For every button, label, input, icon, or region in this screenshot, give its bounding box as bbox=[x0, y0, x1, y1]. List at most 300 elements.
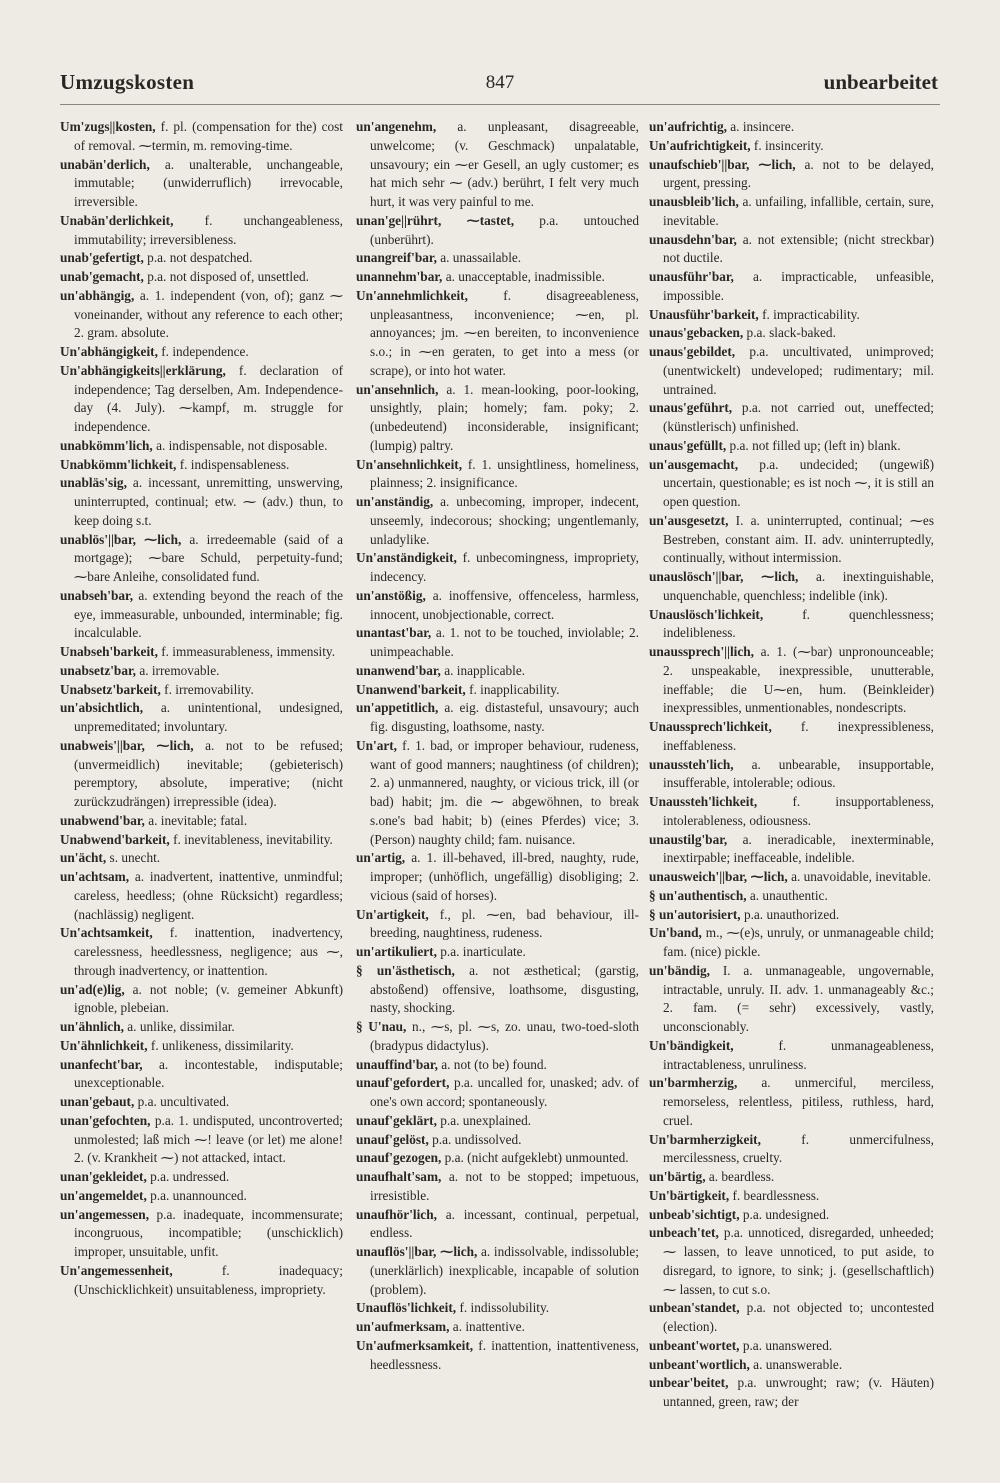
entry-definition: a. 1. ill-behaved, ill-bred, naughty, rude, improper; (unhöflich, ungefällig) disobliging; 2. vicious (said of horses). bbox=[370, 850, 639, 903]
entry-headword: unaus'geführt, bbox=[649, 400, 733, 416]
entry-headword: unangreif'bar, bbox=[356, 250, 437, 266]
entry-definition: a. 1. mean-looking, poor-looking, unsightly, plain; homely; fam. poky; 2. (unbedeutend) inconsiderable, insignificant; (lumpig) paltry. bbox=[370, 381, 639, 453]
entry-definition: f. independence. bbox=[161, 344, 249, 359]
entry-headword: unbean'standet, bbox=[649, 1300, 740, 1316]
dictionary-entry bbox=[649, 118, 934, 137]
entry-headword: Un'anständigkeit, bbox=[356, 550, 457, 566]
entry-definition: a. 1. independent (von, of); ganz ⁓ voneinander, without any reference to each other; 2. gram. absolute. bbox=[74, 287, 343, 341]
entry-definition: a. impracticable, unfeasible, impossible. bbox=[663, 269, 934, 303]
entry-headword: unabän'derlich, bbox=[60, 156, 150, 172]
entry-definition: f. inevitableness, inevitability. bbox=[173, 831, 333, 847]
entry-headword: un'artikuliert, bbox=[356, 944, 437, 959]
entry-definition: p.a. inarticulate. bbox=[440, 944, 526, 959]
entry-headword: unablös'||bar, ⁓lich, bbox=[60, 531, 182, 547]
entry-definition: a. irredeemable (said of a mortgage); ⁓bare Schuld, perpetuity-fund; ⁓bare Anleihe, consolidated fund. bbox=[74, 531, 343, 584]
entry-definition: a. inapplicable. bbox=[444, 662, 526, 678]
entry-definition: f. insupportableness, intolerableness, odiousness. bbox=[663, 794, 935, 828]
dictionary-entry bbox=[649, 756, 934, 794]
dictionary-entry bbox=[356, 212, 639, 250]
dictionary-entry bbox=[649, 456, 934, 512]
entry-definition: a. unacceptable, inadmissible. bbox=[445, 269, 605, 284]
dictionary-entry bbox=[649, 437, 934, 456]
entry-headword: un'abhängig, bbox=[60, 287, 135, 303]
entry-headword: Un'barmherzigkeit, bbox=[649, 1131, 761, 1147]
entry-headword: unanfecht'bar, bbox=[60, 1056, 143, 1072]
entry-headword: un'ächt, bbox=[60, 850, 107, 866]
entry-definition: a. ineradicable, inexterminable, inextirpable; ineffaceable, indelible. bbox=[663, 831, 934, 866]
dictionary-entry bbox=[649, 1224, 934, 1299]
dictionary-entry bbox=[649, 868, 934, 887]
dictionary-entry bbox=[60, 868, 343, 924]
dictionary-entry bbox=[356, 1318, 639, 1337]
running-head-right: unbearbeitet bbox=[823, 70, 938, 94]
entry-headword: un'barmherzig, bbox=[649, 1075, 738, 1091]
dictionary-entry bbox=[356, 681, 639, 700]
entry-definition: p.a. unannounced. bbox=[150, 1187, 247, 1203]
entry-headword: unausdehn'bar, bbox=[649, 231, 737, 247]
dictionary-entry bbox=[60, 1206, 343, 1262]
dictionary-entry bbox=[60, 681, 343, 700]
entry-definition: f. impracticability. bbox=[762, 306, 860, 322]
entry-definition: p.a. undissolved. bbox=[432, 1131, 522, 1147]
entry-definition: p.a. uncultivated, unimproved; (unentwickelt) undeveloped; rudimentary; mil. untrained. bbox=[663, 344, 934, 397]
entry-headword: unabsetz'bar, bbox=[60, 662, 136, 678]
entry-headword: Un'bändigkeit, bbox=[649, 1037, 734, 1053]
dictionary-entry bbox=[649, 1299, 934, 1337]
entry-definition: s. unecht. bbox=[109, 850, 161, 866]
entry-definition: p.a. undecided; (ungewiß) uncertain, questionable; es ist noch ⁓, it is still an open question. bbox=[663, 456, 934, 509]
dictionary-entry bbox=[649, 193, 934, 231]
entry-definition: a. unbearable, insupportable, insufferable, intolerable; odious. bbox=[663, 756, 934, 791]
entry-headword: unaussteh'lich, bbox=[649, 756, 734, 772]
dictionary-entry bbox=[649, 268, 934, 306]
dictionary-entry bbox=[649, 887, 934, 906]
entry-definition: p.a. not filled up; (left in) blank. bbox=[729, 437, 901, 453]
entry-headword: Unanwend'barkeit, bbox=[356, 681, 466, 697]
entry-definition: a. unfailing, infallible, certain, sure, inevitable. bbox=[663, 194, 934, 228]
entry-definition: f. beardlessness. bbox=[732, 1187, 820, 1203]
entry-definition: p.a. unwrought; raw; (v. Häuten) untanned, green, raw; der bbox=[663, 1375, 935, 1409]
dictionary-entry bbox=[60, 156, 343, 212]
entry-headword: unauflös'||bar, ⁓lich, bbox=[356, 1244, 478, 1259]
dictionary-entry bbox=[60, 268, 343, 287]
dictionary-entry bbox=[60, 118, 343, 156]
dictionary-entry bbox=[60, 812, 343, 831]
dictionary-entry bbox=[356, 1112, 639, 1131]
entry-definition: a. inextinguishable, unquenchable, quenchless; indelible (ink). bbox=[663, 569, 934, 603]
dictionary-entry bbox=[356, 662, 639, 681]
entry-definition: f. quenchlessness; indelibleness. bbox=[663, 606, 934, 641]
entry-definition: p.a. uncalled for, unasked; adv. of one's own accord; spontaneously. bbox=[370, 1075, 639, 1109]
entry-definition: a. irremovable. bbox=[139, 662, 220, 678]
entry-definition: a. not to be refused; (unvermeidlich) inevitable; (gebieterisch) peremptory, absolute, imperative; (nicht zurückzudrängen) irrepressible (idea). bbox=[74, 737, 344, 809]
dictionary-entry bbox=[356, 1056, 639, 1075]
dictionary-entry bbox=[60, 849, 343, 868]
dictionary-entry bbox=[60, 737, 343, 812]
entry-headword: unausweich'||bar, ⁓lich, bbox=[649, 869, 788, 884]
entry-headword: unauffind'bar, bbox=[356, 1056, 438, 1072]
entry-headword: unaufhalt'sam, bbox=[356, 1169, 442, 1184]
entry-definition: a. unavoidable, inevitable. bbox=[791, 869, 931, 884]
entry-headword: unaus'gebacken, bbox=[649, 325, 744, 341]
entry-headword: unaus'gefüllt, bbox=[649, 437, 727, 453]
entry-headword: § U'nau, bbox=[356, 1019, 407, 1034]
entry-headword: unabkömm'lich, bbox=[60, 437, 153, 453]
entry-headword: unabweis'||bar, ⁓lich, bbox=[60, 737, 194, 753]
entry-definition: f. unlikeness, dissimilarity. bbox=[150, 1037, 294, 1053]
dictionary-entry bbox=[60, 343, 343, 362]
dictionary-entry bbox=[356, 249, 639, 268]
entry-definition: f. indissolubility. bbox=[459, 1300, 550, 1316]
entry-definition: p.a. unauthorized. bbox=[743, 906, 840, 922]
entry-definition: a. unlike, dissimilar. bbox=[127, 1019, 235, 1034]
dictionary-entry bbox=[649, 924, 934, 962]
dictionary-entry bbox=[356, 624, 639, 662]
dictionary-entry bbox=[60, 249, 343, 268]
dictionary-entry bbox=[60, 831, 343, 850]
entry-headword: unaus'gebildet, bbox=[649, 344, 736, 359]
column-2 bbox=[356, 118, 639, 1374]
entry-headword: Un'ähnlichkeit, bbox=[60, 1037, 148, 1053]
entry-definition: p.a. not disposed of, unsettled. bbox=[147, 269, 309, 284]
entry-definition: a. unbecoming, improper, indecent, unseemly, indecorous; shocking; ungentlemanly, unladylike. bbox=[370, 494, 639, 547]
entry-definition: p.a. unnoticed, disregarded, unheeded; ⁓ lassen, to leave unnoticed, to put aside, to disregard, to ignore, to sink; j. (gesellschaftlich) ⁓ lassen, to cut s.o. bbox=[663, 1225, 934, 1297]
entry-headword: § un'ästhetisch, bbox=[356, 962, 455, 978]
dictionary-entry bbox=[649, 1131, 934, 1169]
dictionary-entry bbox=[60, 662, 343, 681]
dictionary-entry bbox=[649, 906, 934, 925]
entry-definition: f. inexpressibleness, ineffableness. bbox=[663, 719, 934, 753]
entry-definition: p.a. unexplained. bbox=[440, 1112, 532, 1128]
dictionary-entry bbox=[649, 343, 934, 399]
entry-headword: unabläs'sig, bbox=[60, 475, 127, 491]
entry-definition: a. extending beyond the reach of the eye, immeasurable, unbounded, interminable; fig. incalculable. bbox=[74, 587, 343, 641]
dictionary-entry bbox=[356, 1149, 639, 1168]
entry-definition: f. inadequacy; (Unschicklichkeit) unsuitableness, impropriety. bbox=[74, 1262, 343, 1297]
dictionary-entry bbox=[356, 1337, 639, 1375]
dictionary-entry bbox=[649, 1037, 934, 1075]
dictionary-entry bbox=[60, 587, 343, 643]
entry-headword: un'anstößig, bbox=[356, 587, 426, 603]
dictionary-entry bbox=[356, 118, 639, 212]
entry-definition: a. incontestable, indisputable; unexceptionable. bbox=[74, 1056, 344, 1091]
entry-headword: unbeach'tet, bbox=[649, 1225, 719, 1241]
dictionary-entry bbox=[649, 793, 934, 831]
entry-headword: un'appetitlich, bbox=[356, 700, 439, 716]
dictionary-entry bbox=[649, 606, 934, 644]
entry-definition: n., ⁓s, pl. ⁓s, zo. unau, two-toed-sloth (bradypus didactylus). bbox=[370, 1019, 639, 1053]
entry-definition: I. a. uninterrupted, continual; ⁓es Bestreben, constant aim. II. adv. uninterruptedly, continually, without intermission. bbox=[663, 512, 934, 566]
entry-definition: a. unalterable, unchangeable, immutable; (unwiderruflich) irrevocable, irreversible. bbox=[74, 156, 343, 209]
entry-headword: Un'abhängigkeit, bbox=[60, 344, 158, 359]
entry-definition: a. not to be delayed, urgent, pressing. bbox=[663, 156, 934, 191]
entry-headword: Un'aufrichtigkeit, bbox=[649, 137, 751, 153]
dictionary-entry bbox=[60, 456, 343, 475]
entry-definition: a. unassailable. bbox=[440, 250, 522, 266]
entry-definition: p.a. (nicht aufgeklebt) unmounted. bbox=[444, 1150, 629, 1166]
entry-definition: a. not extensible; (nicht streckbar) not ductile. bbox=[663, 231, 934, 266]
dictionary-entry bbox=[60, 287, 343, 343]
dictionary-entry bbox=[60, 1056, 343, 1094]
dictionary-entry bbox=[356, 1243, 639, 1299]
entry-definition: a. incessant, unremitting, unswerving, uninterrupted, continual; etw. ⁓ (adv.) thun, to keep doing s.t. bbox=[74, 475, 344, 528]
entry-headword: un'absichtlich, bbox=[60, 700, 144, 716]
dictionary-entry bbox=[60, 1037, 343, 1056]
entry-definition: f. unchangeableness, immutability; irreversibleness. bbox=[74, 212, 343, 247]
entry-headword: Un'achtsamkeit, bbox=[60, 925, 153, 941]
entry-headword: unausführ'bar, bbox=[649, 269, 734, 284]
entry-headword: un'angemeldet, bbox=[60, 1187, 147, 1203]
entry-definition: p.a. not despatched. bbox=[147, 250, 253, 266]
dictionary-entry bbox=[649, 1337, 934, 1356]
dictionary-entry bbox=[60, 981, 343, 1019]
dictionary-entry bbox=[356, 906, 639, 944]
entry-definition: p.a. not carried out, uneffected; (künstlerisch) unfinished. bbox=[663, 400, 934, 434]
dictionary-entry bbox=[649, 156, 934, 194]
entry-definition: a. unintentional, undesigned, unpremeditated; involuntary. bbox=[74, 700, 343, 734]
entry-headword: unabseh'bar, bbox=[60, 587, 134, 603]
entry-headword: un'artig, bbox=[356, 850, 406, 866]
entry-headword: un'ausgemacht, bbox=[649, 456, 739, 472]
dictionary-entry bbox=[356, 287, 639, 381]
dictionary-entry bbox=[356, 1299, 639, 1318]
dictionary-entry bbox=[356, 737, 639, 850]
dictionary-entry bbox=[649, 324, 934, 343]
entry-definition: a. eig. distasteful, unsavoury; auch fig. disgusting, loathsome, nasty. bbox=[370, 700, 640, 734]
dictionary-entry bbox=[356, 943, 639, 962]
entry-headword: unausbleib'lich, bbox=[649, 194, 739, 209]
dictionary-entry bbox=[356, 493, 639, 549]
entry-definition: p.a. not objected to; uncontested (election). bbox=[663, 1300, 934, 1334]
dictionary-entry bbox=[60, 1168, 343, 1187]
entry-definition: f. insincerity. bbox=[753, 137, 824, 153]
entry-headword: unauf'geklärt, bbox=[356, 1112, 437, 1128]
entry-headword: un'aufrichtig, bbox=[649, 119, 727, 134]
dictionary-entry bbox=[60, 699, 343, 737]
entry-definition: a. not noble; (v. gemeiner Abkunft) ignoble, plebeian. bbox=[74, 981, 343, 1016]
entry-headword: Unaussteh'lichkeit, bbox=[649, 794, 758, 809]
entry-headword: un'anständig, bbox=[356, 494, 434, 509]
entry-headword: unanwend'bar, bbox=[356, 662, 441, 678]
dictionary-entry bbox=[356, 549, 639, 587]
dictionary-entry bbox=[356, 1018, 639, 1056]
entry-definition: f., pl. ⁓en, bad behaviour, ill-breeding, naughtiness, rudeness. bbox=[370, 906, 639, 941]
entry-definition: f. immeasurableness, immensity. bbox=[161, 644, 336, 659]
entry-definition: p.a. slack-baked. bbox=[746, 325, 836, 341]
entry-headword: Unabwend'barkeit, bbox=[60, 831, 170, 847]
entry-definition: a. indispensable, not disposable. bbox=[156, 437, 328, 453]
entry-definition: a. not to be stopped; impetuous, irresistible. bbox=[370, 1169, 639, 1203]
entry-headword: Unabkömm'lichkeit, bbox=[60, 456, 177, 472]
entry-headword: un'achtsam, bbox=[60, 869, 130, 884]
dictionary-entry bbox=[60, 1093, 343, 1112]
entry-definition: f. unmanageableness, intractableness, unruliness. bbox=[663, 1037, 935, 1072]
entry-headword: Un'abhängigkeits||erklärung, bbox=[60, 362, 226, 378]
dictionary-entry bbox=[356, 1168, 639, 1206]
dictionary-entry bbox=[356, 699, 639, 737]
entry-headword: unauslösch'||bar, ⁓lich, bbox=[649, 569, 799, 584]
entry-headword: Unabän'derlichkeit, bbox=[60, 212, 174, 228]
entry-headword: unan'gekleidet, bbox=[60, 1169, 147, 1184]
dictionary-entry bbox=[60, 474, 343, 530]
entry-definition: a. beardless. bbox=[708, 1169, 775, 1184]
dictionary-entry bbox=[356, 962, 639, 1018]
entry-definition: f. pl. (compensation for the) cost of removal. ⁓termin, m. removing-time. bbox=[74, 119, 343, 153]
entry-definition: a. unpleasant, disagreeable, unwelcome; (v. Geschmack) unpalatable, unsavoury; ein ⁓er Gesell, an ugly customer; es hat mich sehr ⁓ (adv.) berührt, I felt very much hurt, it was very painful to me. bbox=[370, 119, 639, 209]
dictionary-entry bbox=[356, 1074, 639, 1112]
dictionary-entry bbox=[649, 643, 934, 718]
entry-definition: p.a. uncultivated. bbox=[137, 1094, 230, 1109]
entry-headword: Unaussprech'lichkeit, bbox=[649, 719, 772, 734]
dictionary-entry bbox=[356, 587, 639, 625]
dictionary-entry bbox=[649, 512, 934, 568]
dictionary-entry bbox=[60, 212, 343, 250]
entry-definition: f. unmercifulness, mercilessness, cruelty. bbox=[663, 1131, 934, 1166]
entry-headword: Unauslösch'lichkeit, bbox=[649, 606, 764, 622]
entry-headword: unab'gemacht, bbox=[60, 269, 144, 284]
dictionary-entry bbox=[356, 456, 639, 494]
entry-headword: unauf'gelöst, bbox=[356, 1131, 429, 1147]
entry-headword: unbear'beitet, bbox=[649, 1375, 729, 1391]
entry-headword: unbeant'wortet, bbox=[649, 1337, 740, 1353]
entry-definition: a. insincere. bbox=[730, 119, 795, 134]
dictionary-entry bbox=[649, 399, 934, 437]
dictionary-entry bbox=[60, 362, 343, 437]
dictionary-entry bbox=[649, 962, 934, 1037]
entry-definition: a. inattentive. bbox=[452, 1319, 525, 1334]
entry-definition: a. inoffensive, offenceless, harmless, innocent, unobjectionable, correct. bbox=[370, 587, 639, 622]
dictionary-entry bbox=[356, 1131, 639, 1150]
entry-definition: m., ⁓(e)s, unruly, or unmanageable child; fam. (nice) pickle. bbox=[663, 925, 934, 959]
entry-definition: a. unanswerable. bbox=[753, 1356, 843, 1372]
entry-definition: f. indispensableness. bbox=[179, 456, 290, 472]
entry-definition: p.a. unanswered. bbox=[742, 1337, 833, 1353]
entry-headword: Un'artigkeit, bbox=[356, 906, 429, 922]
dictionary-entry bbox=[60, 1018, 343, 1037]
entry-headword: Un'bärtigkeit, bbox=[649, 1187, 730, 1203]
column-1 bbox=[60, 118, 343, 1299]
entry-definition: f. inattention, inattentiveness, heedlessness. bbox=[370, 1337, 639, 1372]
entry-definition: a. 1. not to be touched, inviolable; 2. unimpeachable. bbox=[370, 625, 639, 659]
dictionary-entry bbox=[60, 531, 343, 587]
entry-definition: a. not æsthetical; (garstig, abstoßend) offensive, loathsome, disgusting, nasty, shocking. bbox=[370, 962, 639, 1016]
dictionary-entry bbox=[356, 1206, 639, 1244]
entry-headword: Un'annehmlichkeit, bbox=[356, 287, 468, 303]
running-head-left: Umzugskosten bbox=[60, 70, 195, 94]
entry-headword: un'angemessen, bbox=[60, 1206, 150, 1222]
entry-definition: f. irremovability. bbox=[164, 681, 254, 697]
entry-definition: f. inapplicability. bbox=[469, 681, 560, 697]
entry-definition: a. indissolvable, indissoluble; (unerklärlich) inexplicable, incapable of solution (problem). bbox=[370, 1244, 639, 1297]
entry-definition: p.a. 1. undisputed, uncontroverted; unmolested; laß mich ⁓! leave (or let) me alone! 2. (v. Krankheit ⁓) not attacked, intact. bbox=[74, 1112, 343, 1166]
entry-definition: f. disagreeableness, unpleasantness, inconvenience; ⁓en, pl. annoyances; jm. ⁓en bereiten, to inconvenience s.o.; in ⁓en geraten, to get into a mess (or scrape), or into hot water. bbox=[370, 287, 640, 378]
entry-headword: § un'autorisiert, bbox=[649, 906, 741, 922]
entry-definition: a. inevitable; fatal. bbox=[148, 812, 248, 828]
entry-definition: p.a. undesigned. bbox=[742, 1206, 830, 1222]
entry-headword: unan'gefochten, bbox=[60, 1112, 151, 1128]
entry-headword: § un'authentisch, bbox=[649, 887, 747, 903]
entry-headword: un'angenehm, bbox=[356, 119, 437, 134]
dictionary-entry bbox=[649, 1074, 934, 1130]
entry-headword: un'ad(e)lig, bbox=[60, 981, 125, 997]
entry-headword: unbeant'wortlich, bbox=[649, 1356, 750, 1372]
entry-definition: a. not (to be) found. bbox=[441, 1056, 547, 1072]
entry-headword: unaussprech'||lich, bbox=[649, 644, 754, 659]
dictionary-entry bbox=[649, 1356, 934, 1375]
entry-headword: un'ausgesetzt, bbox=[649, 512, 729, 528]
entry-headword: unabwend'bar, bbox=[60, 812, 145, 828]
dictionary-entry bbox=[356, 849, 639, 905]
entry-headword: Un'art, bbox=[356, 737, 397, 753]
header-rule bbox=[60, 104, 940, 105]
entry-definition: I. a. unmanageable, ungovernable, intractable, unruly. II. adv. 1. unmanageably &c.; 2. fam. (= sehr) excessively, vastly, unconscionably. bbox=[663, 962, 934, 1034]
dictionary-entry bbox=[60, 437, 343, 456]
entry-headword: Un'ansehnlichkeit, bbox=[356, 456, 463, 472]
dictionary-entry bbox=[356, 381, 639, 456]
dictionary-entry bbox=[649, 831, 934, 869]
entry-headword: un'bärtig, bbox=[649, 1169, 706, 1184]
dictionary-entry bbox=[649, 1206, 934, 1225]
dictionary-entry bbox=[649, 137, 934, 156]
entry-headword: unan'gebaut, bbox=[60, 1094, 135, 1109]
entry-headword: Un'band, bbox=[649, 925, 702, 941]
dictionary-entry bbox=[60, 924, 343, 980]
entry-headword: un'bändig, bbox=[649, 962, 710, 978]
dictionary-entry bbox=[60, 643, 343, 662]
entry-definition: p.a. inadequate, incommensurate; incongruous, incompatible; (unschicklich) improper, unsuitable, unfit. bbox=[74, 1206, 343, 1259]
entry-headword: Unabseh'barkeit, bbox=[60, 644, 158, 659]
entry-headword: Unauflös'lichkeit, bbox=[356, 1300, 457, 1316]
entry-headword: un'ansehnlich, bbox=[356, 381, 439, 397]
entry-definition: a. incessant, continual, perpetual, endless. bbox=[370, 1206, 639, 1241]
dictionary-entry bbox=[649, 1187, 934, 1206]
entry-headword: unaustilg'bar, bbox=[649, 831, 728, 847]
entry-definition: f. declaration of independence; Tag derselben, Am. Independence-day (4. July). ⁓kampf, m. struggle for independence. bbox=[74, 362, 343, 434]
entry-definition: a. inadvertent, inattentive, unmindful; careless, heedless; (ohne Rücksicht) regardless; (nachlässig) negligent. bbox=[74, 869, 343, 922]
entry-definition: a. unmerciful, merciless, remorseless, relentless, pitiless, ruthless, hard, cruel. bbox=[663, 1075, 935, 1128]
entry-headword: unannehm'bar, bbox=[356, 269, 443, 284]
entry-definition: p.a. untouched (unberührt). bbox=[370, 212, 639, 247]
entry-headword: Un'angemessenheit, bbox=[60, 1262, 173, 1278]
entry-headword: unaufhör'lich, bbox=[356, 1206, 437, 1222]
entry-definition: p.a. undressed. bbox=[150, 1169, 230, 1184]
dictionary-entry bbox=[649, 306, 934, 325]
entry-definition: a. 1. (⁓bar) unpronounceable; 2. unspeakable, inexpressible, unutterable, ineffable; die U⁓en, hum. (Beinkleider) inexpressibles, unmentionables, nondescripts. bbox=[663, 644, 935, 716]
entry-headword: Um'zugs||kosten, bbox=[60, 119, 156, 134]
dictionary-entry bbox=[649, 1374, 934, 1412]
entry-headword: unan'ge||rührt, ⁓tastet, bbox=[356, 212, 515, 228]
dictionary-entry bbox=[649, 568, 934, 606]
dictionary-entry bbox=[60, 1112, 343, 1168]
entry-headword: unauf'gezogen, bbox=[356, 1150, 442, 1166]
entry-definition: f. unbecomingness, impropriety, indecency. bbox=[370, 550, 640, 584]
entry-headword: unbeab'sichtigt, bbox=[649, 1206, 740, 1222]
entry-headword: unab'gefertigt, bbox=[60, 250, 144, 266]
entry-definition: f. 1. unsightliness, homeliness, plainness; 2. insignificance. bbox=[370, 456, 639, 491]
entry-headword: unaufschieb'||bar, ⁓lich, bbox=[649, 156, 796, 172]
dictionary-entry bbox=[60, 1187, 343, 1206]
entry-headword: un'ähnlich, bbox=[60, 1019, 124, 1034]
dictionary-entry bbox=[356, 268, 639, 287]
entry-definition: a. unauthentic. bbox=[749, 887, 828, 903]
entry-headword: un'aufmerksam, bbox=[356, 1319, 450, 1334]
dictionary-entry bbox=[649, 231, 934, 269]
column-3 bbox=[649, 118, 934, 1412]
entry-definition: f. inattention, inadvertency, carelessness, heedlessness, negligence; aus ⁓, through inadvertency, or inattention. bbox=[74, 925, 343, 978]
entry-definition: f. 1. bad, or improper behaviour, rudeness, want of good manners; naughtiness (of children); 2. a) unmannered, naughty, or vicious trick, ill (or bad) habit; jm. die ⁓ abgewöhnen, to break s.one's bad habit; b) (eines Pferdes) vice; 3. (Person) naughty child; fam. nuisance. bbox=[370, 737, 640, 847]
entry-headword: Unausführ'barkeit, bbox=[649, 306, 759, 322]
dictionary-entry bbox=[649, 718, 934, 756]
